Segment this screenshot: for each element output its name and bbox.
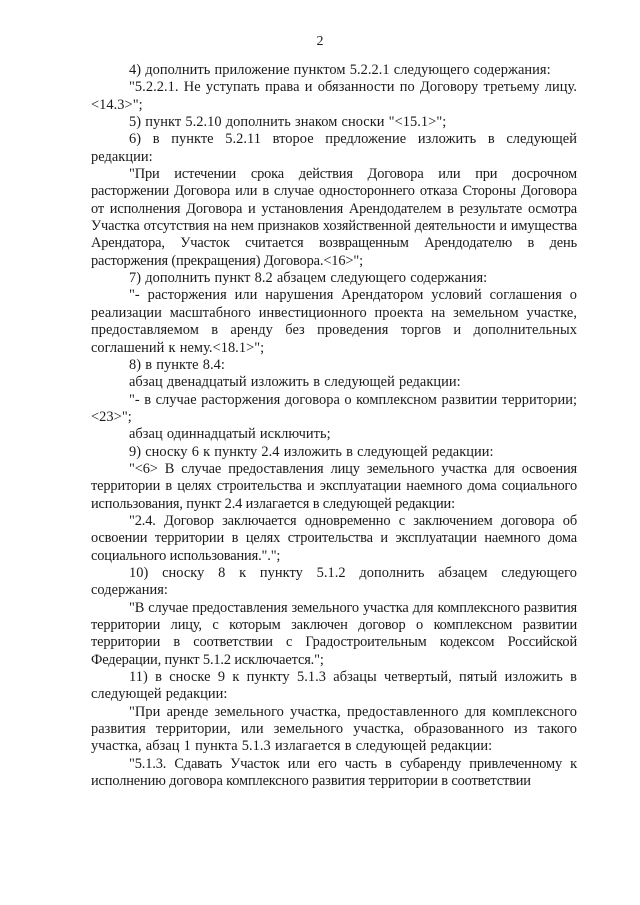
paragraph-footnote-8-text: "В случае предоставления земельного участка для комплексного развития территории лицу, с которым заключен договор о комплексном развитии территории в соответствии с Градостроительным кодексом Российской Федерации, пункт 5.1.2 исключается."; [91, 599, 577, 668]
paragraph-footnote-6-text: "<6> В случае предоставления лицу земельного участка для освоения территории в целях строительства и эксплуатации наемного дома социального использования, пункт 2.4 излагается в следующей редакции: [91, 460, 577, 512]
paragraph-point-8-2-text: "- расторжения или нарушения Арендатором условий соглашения о реализации масштабного инвестиционного проекта на земельном участке, предоставляемом в аренду без проведения торгов и дополнительных соглашений к нему.<18.1>"; [91, 287, 577, 356]
page-number: 2 [316, 34, 324, 49]
paragraph-item-11: 11) в сноске 9 к пункту 5.1.3 абзацы четвертый, пятый изложить в следующей редакции: [91, 669, 577, 703]
paragraph-point-2-4-text: "2.4. Договор заключается одновременно с заключением договора об освоении территории в целях строительства и эксплуатации наемного дома социального использования."."; [91, 512, 577, 564]
paragraph-item-5: 5) пункт 5.2.10 дополнить знаком сноски "<15.1>"; [129, 114, 447, 131]
paragraph-point-5-1-3-text: "5.1.3. Сдавать Участок или его часть в субаренду привлеченному к исполнению договора комплексного развития территории в соответствии [91, 755, 577, 790]
paragraph-abzac-12-text: "- в случае расторжения договора о комплексном развитии территории;<23>"; [91, 391, 577, 425]
paragraph-item-8: 8) в пункте 8.4: [129, 356, 225, 373]
paragraph-footnote-9-text: "При аренде земельного участка, предоставленного для комплексного развития территории, или земельного участка, образованного из такого участка, абзац 1 пункта 5.1.3 излагается в следующей редакции: [91, 703, 577, 755]
paragraph-item-10: 10) сноску 8 к пункту 5.1.2 дополнить абзацем следующего содержания: [91, 564, 577, 599]
paragraph-item-9: 9) сноску 6 к пункту 2.4 изложить в следующей редакции: [129, 443, 494, 460]
document-body [91, 62, 577, 790]
paragraph-item-7: 7) дополнить пункт 8.2 абзацем следующего содержания: [129, 270, 488, 287]
paragraph-abzac-11: абзац одиннадцатый исключить; [129, 426, 331, 443]
paragraph-item-4: 4) дополнить приложение пунктом 5.2.2.1 следующего содержания: [129, 62, 551, 78]
paragraph-abzac-12: абзац двенадцатый изложить в следующей редакции: [129, 374, 461, 391]
paragraph-item-6: 6) в пункте 5.2.11 второе предложение изложить в следующей редакции: [91, 131, 577, 165]
paragraph-point-5-2-2-1: "5.2.2.1. Не уступать права и обязанности по Договору третьему лицу.<14.3>"; [91, 79, 577, 113]
paragraph-point-5-2-11-text: "При истечении срока действия Договора или при досрочном расторжении Договора или в случае одностороннего отказа Стороны Договора от исполнения Договора и установления Арендодателем в результате осмотра Участка отсутствия на нем признаков хозяйственной деятельности и имущества Арендатора, Участок считается возвращенным Арендодателю в день расторжения (прекращения) Договора.<16>"; [91, 166, 577, 269]
